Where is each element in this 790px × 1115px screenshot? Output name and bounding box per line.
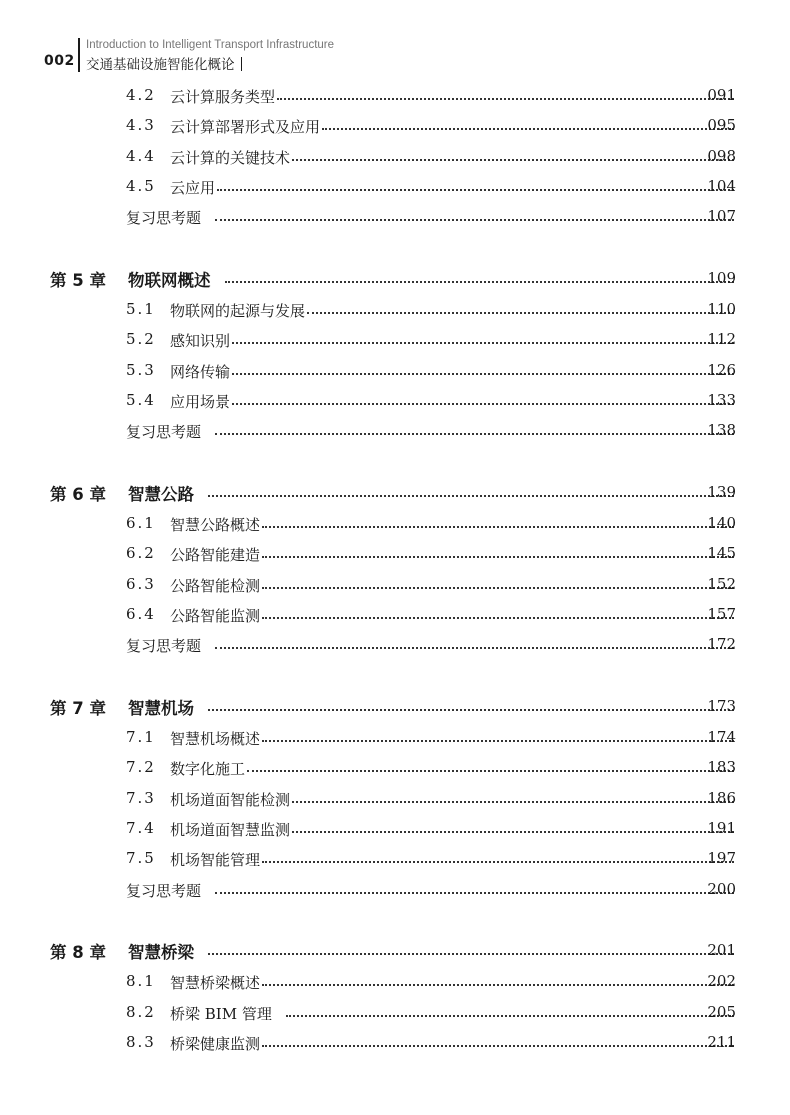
- section-number: 7.4: [126, 818, 156, 837]
- section-number: 6.2: [126, 544, 156, 563]
- toc-chapter-entry: [0, 939, 790, 963]
- section-number: 7.1: [126, 728, 156, 746]
- toc-section-entry: [0, 1001, 790, 1025]
- section-number: 7.3: [126, 788, 156, 807]
- page-ref: 091: [707, 86, 736, 104]
- toc-section-entry: [0, 512, 790, 536]
- section-title: 公路智能建造: [170, 546, 261, 565]
- page-ref: 211: [707, 1032, 736, 1051]
- section-title: 云计算服务类型: [170, 88, 276, 106]
- section-number: 4.3: [126, 116, 156, 135]
- toc-section-entry: [0, 298, 790, 322]
- chapter-title: 智慧机场: [128, 699, 194, 718]
- page-ref: 205: [707, 1002, 736, 1021]
- section-title: 云计算部署形式及应用: [170, 118, 321, 137]
- dot-leader: [232, 342, 734, 344]
- toc-section-entry: [0, 328, 790, 352]
- page-ref: 202: [707, 972, 736, 991]
- section-title: 公路智能检测: [170, 576, 261, 595]
- toc-section-entry: [0, 84, 790, 108]
- page-ref: 191: [707, 818, 736, 837]
- page-ref: 098: [707, 146, 736, 165]
- section-number: 6.4: [126, 604, 156, 623]
- dot-leader: [322, 128, 734, 130]
- page-ref: 095: [707, 116, 736, 135]
- dot-leader: [217, 189, 734, 191]
- page-number: 002: [44, 53, 75, 69]
- dot-leader: [232, 403, 734, 405]
- section-title: 云计算的关键技术: [170, 148, 291, 167]
- section-number: 4.4: [126, 146, 156, 165]
- section-title: 应用场景: [170, 392, 231, 411]
- dot-leader: [232, 373, 734, 375]
- dot-leader: [215, 892, 734, 894]
- dot-leader: [307, 312, 734, 314]
- toc-section-entry: [0, 389, 790, 413]
- chapter-number: 第 6 章: [50, 485, 106, 504]
- page-ref: 201: [707, 941, 736, 960]
- section-title: 智慧桥梁概述: [170, 974, 261, 993]
- page-ref: 174: [707, 728, 736, 746]
- dot-leader: [262, 1045, 734, 1047]
- section-number: 4.2: [126, 86, 156, 104]
- chapter-title: 物联网概述: [128, 271, 211, 290]
- page-ref: 126: [707, 360, 736, 379]
- page-ref: 138: [707, 421, 736, 440]
- dot-leader: [262, 556, 734, 558]
- toc-review-entry: [0, 419, 790, 443]
- dot-leader: [262, 526, 734, 528]
- page-ref: 172: [707, 635, 736, 654]
- review-questions-title: 复习思考题: [126, 881, 202, 900]
- toc-section-entry: [0, 817, 790, 841]
- dot-leader: [215, 433, 734, 435]
- section-number: 4.5: [126, 176, 156, 195]
- dot-leader: [262, 740, 734, 742]
- section-number: 6.3: [126, 574, 156, 593]
- dot-leader: [215, 647, 734, 649]
- dot-leader: [277, 98, 734, 100]
- page-ref: 145: [707, 544, 736, 563]
- section-number: 5.2: [126, 330, 156, 349]
- chapter-number: 第 5 章: [50, 271, 106, 290]
- toc-section-entry: [0, 114, 790, 138]
- toc-review-entry: [0, 878, 790, 902]
- section-number: 8.3: [126, 1032, 156, 1051]
- page-ref: 107: [707, 207, 736, 226]
- toc-section-entry: [0, 603, 790, 627]
- section-number: 7.2: [126, 758, 156, 777]
- section-number: 6.1: [126, 514, 156, 532]
- dot-leader: [225, 281, 734, 283]
- dot-leader: [262, 617, 734, 619]
- toc-section-entry: [0, 787, 790, 811]
- section-title: 机场道面智能检测: [170, 790, 291, 809]
- section-number: 8.2: [126, 1002, 156, 1021]
- header-divider: [78, 38, 80, 72]
- page-ref: 186: [707, 788, 736, 807]
- dot-leader: [262, 861, 734, 863]
- toc-section-entry: [0, 542, 790, 566]
- dot-leader: [262, 587, 734, 589]
- section-title: 机场道面智慧监测: [170, 820, 291, 839]
- page-ref: 140: [707, 514, 736, 532]
- toc-chapter-entry: [0, 267, 790, 291]
- review-questions-title: 复习思考题: [126, 423, 202, 442]
- section-title: 智慧机场概述: [170, 730, 261, 748]
- section-title: 机场智能管理: [170, 851, 261, 870]
- section-title: 智慧公路概述: [170, 516, 261, 534]
- toc-chapter-entry: [0, 481, 790, 505]
- section-title: 公路智能监测: [170, 606, 261, 625]
- chapter-title: 智慧桥梁: [128, 943, 194, 963]
- section-number: 5.3: [126, 360, 156, 379]
- dot-leader: [292, 831, 734, 833]
- toc-review-entry: [0, 633, 790, 657]
- section-number: 5.1: [126, 300, 156, 318]
- toc-section-entry: [0, 970, 790, 994]
- book-title-chinese: 交通基础设施智能化概论: [86, 53, 242, 73]
- toc-section-entry: [0, 573, 790, 597]
- dot-leader: [208, 953, 734, 955]
- dot-leader: [215, 219, 734, 221]
- section-number: 5.4: [126, 390, 156, 409]
- page-ref: 200: [707, 879, 736, 898]
- review-questions-title: 复习思考题: [126, 209, 202, 228]
- toc-section-entry: [0, 359, 790, 383]
- toc-section-entry: [0, 756, 790, 780]
- dot-leader: [262, 984, 734, 986]
- toc-section-entry: [0, 1031, 790, 1055]
- review-questions-title: 复习思考题: [126, 637, 202, 656]
- section-title: 网络传输: [170, 362, 231, 381]
- page-ref: 110: [707, 300, 736, 318]
- section-title: 数字化施工: [170, 760, 246, 779]
- page-ref: 109: [707, 269, 736, 287]
- dot-leader: [292, 801, 734, 803]
- section-number: 7.5: [126, 849, 156, 868]
- toc-section-entry: [0, 847, 790, 871]
- page-ref: 139: [707, 483, 736, 501]
- page-ref: 112: [707, 330, 736, 349]
- page-ref: 183: [707, 758, 736, 777]
- toc-section-entry: [0, 726, 790, 750]
- running-header: [44, 38, 364, 72]
- toc-review-entry: [0, 205, 790, 229]
- toc-section-entry: [0, 145, 790, 169]
- page-ref: 133: [707, 390, 736, 409]
- dot-leader: [286, 1015, 734, 1017]
- dot-leader: [292, 159, 734, 161]
- section-title: 感知识别: [170, 332, 231, 351]
- chapter-title: 智慧公路: [128, 485, 194, 504]
- chapter-number: 第 7 章: [50, 699, 106, 718]
- section-title: 物联网的起源与发展: [170, 302, 306, 320]
- page-ref: 197: [707, 849, 736, 868]
- section-title: 云应用: [170, 178, 216, 197]
- dot-leader: [247, 770, 734, 772]
- page-ref: 173: [707, 697, 736, 715]
- section-title: 桥梁 BIM 管理: [170, 1004, 272, 1023]
- dot-leader: [208, 495, 734, 497]
- section-title: 桥梁健康监测: [170, 1034, 261, 1053]
- dot-leader: [208, 709, 734, 711]
- toc-section-entry: [0, 175, 790, 199]
- book-title-english: Introduction to Intelligent Transport Infrastructure: [86, 39, 335, 51]
- page-ref: 152: [707, 574, 736, 593]
- section-number: 8.1: [126, 972, 156, 991]
- page-ref: 157: [707, 604, 736, 623]
- chapter-number: 第 8 章: [50, 943, 106, 963]
- toc-chapter-entry: [0, 695, 790, 719]
- page-ref: 104: [707, 176, 736, 195]
